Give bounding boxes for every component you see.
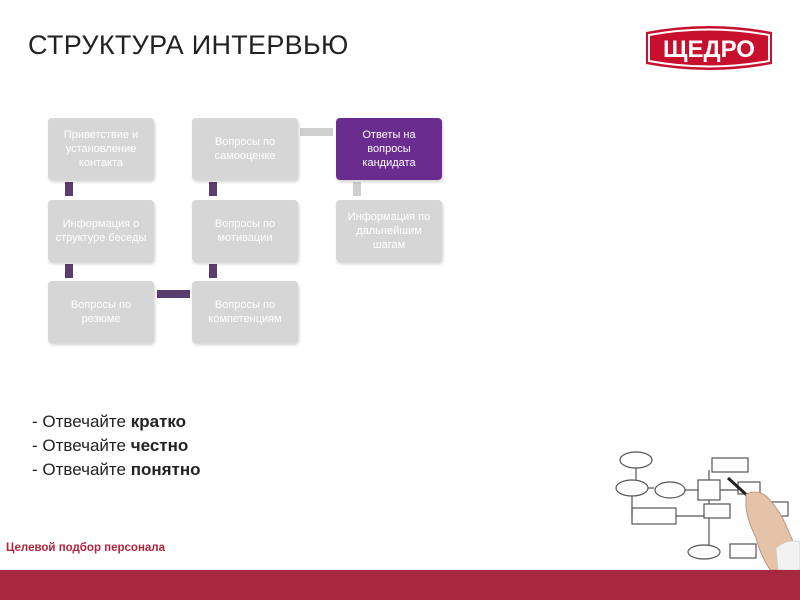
flow-box-self-assessment: Вопросы по самооценке <box>192 118 298 180</box>
connector <box>209 182 217 196</box>
slide-title: СТРУКТУРА ИНТЕРВЬЮ <box>28 30 349 60</box>
shchedro-logo <box>640 22 778 74</box>
connector <box>353 182 361 196</box>
footer-caption: Целевой подбор персонала <box>6 542 165 554</box>
connector <box>209 264 217 278</box>
tip-item: - Отвечайте понятно <box>32 460 201 479</box>
flow-box-next-steps: Информация по дальнейшим шагам <box>336 200 442 262</box>
connector <box>65 264 73 278</box>
logo-text: ЩЕДРО <box>663 36 755 63</box>
flow-box-competencies: Вопросы по компетенциям <box>192 281 298 343</box>
connector <box>65 182 73 196</box>
flow-box-structure-info: Информация о структуре беседы <box>48 200 154 262</box>
tip-item: - Отвечайте кратко <box>32 412 187 431</box>
flow-box-resume: Вопросы по резюме <box>48 281 154 343</box>
footer-bar <box>0 570 800 600</box>
hand-drawing-flowchart-icon <box>610 438 800 570</box>
flow-box-candidate-questions: Ответы на вопросы кандидата <box>336 118 442 180</box>
flow-box-motivation: Вопросы по мотивации <box>192 200 298 262</box>
flow-box-greeting: Приветствие и установление контакта <box>48 118 154 180</box>
tip-item: - Отвечайте честно <box>32 436 189 455</box>
connector <box>157 290 190 298</box>
connector <box>300 128 333 136</box>
tips-list <box>32 410 201 482</box>
